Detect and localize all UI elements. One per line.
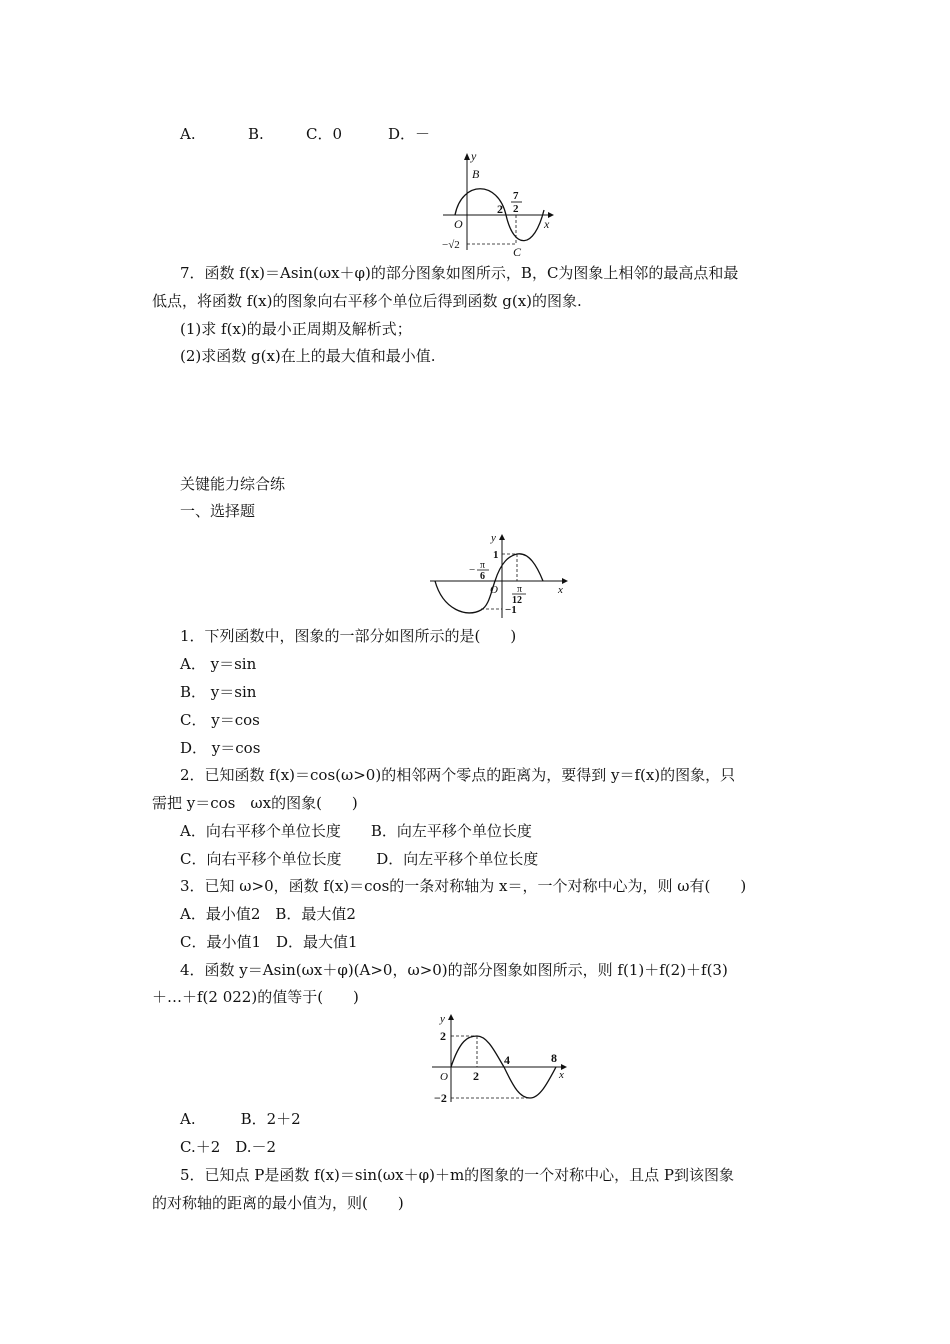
figure-q7-graph [410, 150, 560, 260]
q4-options-cd: C.＋2 D.－2 [180, 1138, 277, 1156]
q1-option-d: D． y＝cos [180, 739, 261, 757]
tick-x2-label: 2 [473, 1069, 479, 1083]
y-label: y [471, 150, 477, 163]
q2-options-ab: A．向右平移个单位长度 B．向左平移个单位长度 [180, 822, 532, 840]
q2-options-cd: C．向右平移个单位长度 D．向左平移个单位长度 [180, 850, 539, 868]
q7-line2: 低点，将函数 f(x)的图象向右平移个单位后得到函数 g(x)的图象. [152, 292, 582, 310]
tick-4-label: 4 [504, 1053, 510, 1067]
y-axis-arrow [464, 153, 470, 160]
q7-part2: (2)求函数 g(x)在上的最大值和最小值. [180, 347, 436, 365]
tick-7-numerator: 7 [513, 190, 519, 202]
x-label: x [558, 584, 563, 596]
neg-sqrt2-label: −√2 [442, 239, 460, 251]
q4-line1: 4．函数 y＝Asin(ωx＋φ)(A>0，ω>0)的部分图象如图所示，则 f(1)＋f(2)＋f(3) [180, 961, 728, 979]
q2-line1: 2．已知函数 f(x)＝cos(ω>0)的相邻两个零点的距离为，要得到 y＝f(x)的图象，只 [180, 766, 736, 784]
figure-q4-graph [428, 1012, 573, 1104]
point-c-label: C [513, 245, 522, 259]
x-label: x [559, 1069, 564, 1081]
y-axis-arrow [448, 1014, 454, 1020]
tick-neg1-label: −1 [505, 604, 517, 616]
sine-curve [435, 554, 543, 613]
option-d: D．－ [388, 125, 431, 143]
q7-line1: 7．函数 f(x)＝Asin(ωx＋φ)的部分图象如图所示，B，C为图象上相邻的最高点和最 [180, 264, 739, 282]
tick-neg2-label: −2 [434, 1091, 447, 1104]
origin-label: O [440, 1071, 448, 1083]
q5-line1: 5．已知点 P是函数 f(x)＝sin(ωx＋φ)＋m的图象的一个对称中心，且点 P到该图象 [180, 1166, 735, 1184]
q3-options-ab: A．最小值2 B．最大值2 [180, 905, 356, 923]
tick-y2-label: 2 [440, 1029, 446, 1043]
q3-options-cd: C．最小值1 D．最大值1 [180, 933, 358, 951]
section-subtitle: 一、选择题 [180, 502, 256, 520]
pi-over-12-numerator: π [517, 584, 523, 595]
origin-label: O [454, 217, 463, 231]
y-label: y [491, 532, 496, 544]
q1-stem: 1．下列函数中，图象的一部分如图所示的是( ) [180, 627, 517, 645]
tick-1-label: 1 [493, 549, 499, 561]
origin-label: O [490, 584, 498, 596]
point-b-label: B [472, 167, 480, 181]
y-axis-arrow [499, 534, 505, 540]
pi-over-6-denominator: 6 [480, 571, 485, 582]
option-c: C．0 [306, 125, 343, 143]
x-label: x [544, 217, 550, 231]
option-a: A. [180, 125, 196, 143]
q1-option-c: C． y＝cos [180, 711, 260, 729]
section-title: 关键能力综合练 [180, 475, 286, 493]
tick-8-label: 8 [551, 1051, 557, 1065]
q4-line2: ＋…＋f(2 022)的值等于( ) [152, 988, 359, 1006]
x-axis-arrow [562, 578, 568, 584]
q2-line2: 需把 y＝cos ωx的图象( ) [152, 794, 358, 812]
neg-sign: − [469, 564, 476, 576]
figure-q1-graph [425, 532, 575, 622]
q1-option-b: B． y＝sin [180, 683, 257, 701]
q3-stem: 3．已知 ω>0，函数 f(x)＝cos的一条对称轴为 x＝，一个对称中心为，则 ω有( ) [180, 877, 747, 895]
q4-options-ab: A. B．2＋2 [180, 1110, 301, 1128]
q7-part1: (1)求 f(x)的最小正周期及解析式； [180, 320, 412, 338]
pi-over-6-numerator: π [480, 560, 486, 571]
option-b: B. [248, 125, 264, 143]
q1-option-a: A． y＝sin [180, 655, 257, 673]
tick-7-denominator: 2 [513, 203, 519, 215]
pi-over-12-denominator: 12 [512, 595, 522, 606]
q5-line2: 的对称轴的距离的最小值为，则( ) [152, 1194, 404, 1212]
tick-2-label: 2 [497, 202, 503, 216]
y-label: y [440, 1013, 445, 1025]
top-options [180, 125, 430, 143]
